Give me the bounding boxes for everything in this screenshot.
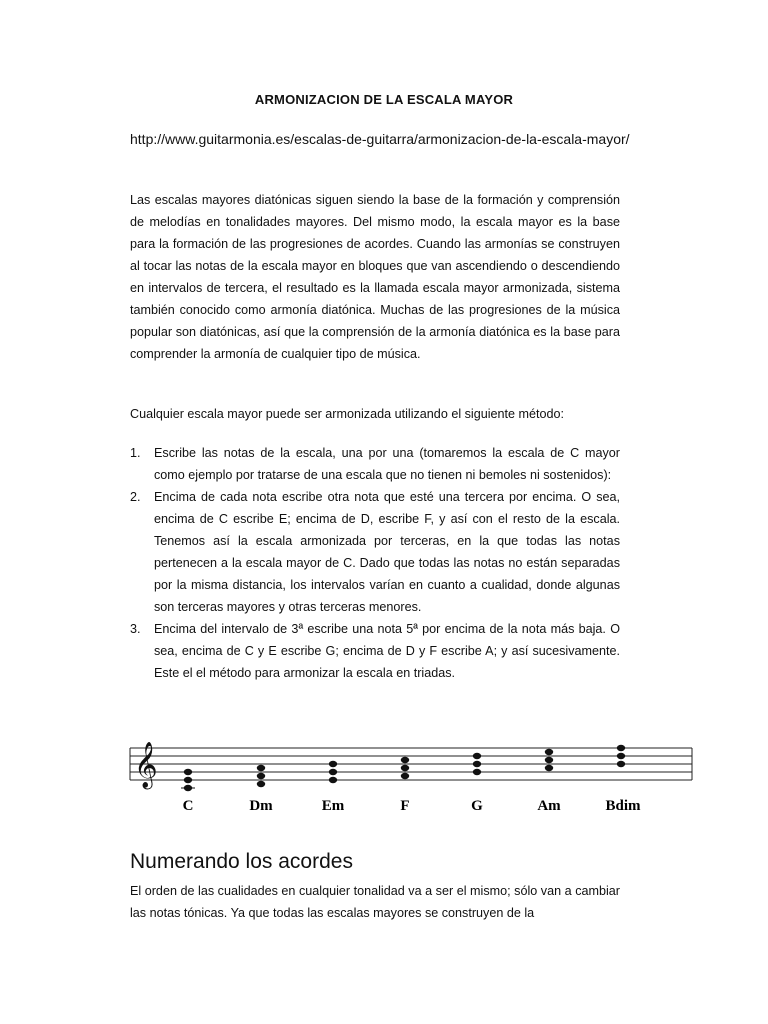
source-url[interactable]: http://www.guitarmonia.es/escalas-de-guitarra/armonizacion-de-la-escala-mayor/ <box>130 131 630 147</box>
section-heading: Numerando los acordes <box>130 850 353 873</box>
step-number: 3. <box>130 622 141 636</box>
treble-clef-icon: 𝄞 <box>134 742 158 788</box>
method-intro: Cualquier escala mayor puede ser armonizada utilizando el siguiente método: <box>130 407 565 421</box>
document-title: ARMONIZACION DE LA ESCALA MAYOR <box>254 92 514 107</box>
step-number: 1. <box>130 446 141 460</box>
step-number: 2. <box>130 490 141 504</box>
list-item <box>130 442 620 486</box>
chord-notes <box>617 745 625 767</box>
chord-notes <box>545 749 553 771</box>
method-steps <box>130 442 620 684</box>
step-text: Encima de cada nota escribe otra nota que esté una tercera por encima. O sea, encima de C escribe E; encima de D, escribe F, y así con el resto de la escala. Tenemos así la escala armonizada por terceras, en la que todas las notas pertenecen a la escala mayor de C. Dado que todas las notas no están separadas por la misma distancia, los intervalos varían en cuanto a cualidad, donde algunas son terceras mayores y otras terceras menores. <box>154 490 620 614</box>
chord-notes <box>329 761 337 783</box>
step-text: Encima del intervalo de 3ª escribe una nota 5ª por encima de la nota más baja. O sea, encima de C y E escribe G; encima de D y F escribe A; y así sucesivamente. Este el el método para armonizar la escala en triadas. <box>154 622 620 680</box>
chord-notes <box>473 753 481 775</box>
chord-label: Bdim <box>605 798 641 814</box>
chord-label: Am <box>537 798 561 814</box>
harmonized-scale-staff <box>128 742 698 822</box>
chord-label: F <box>400 798 410 814</box>
closing-paragraph: El orden de las cualidades en cualquier tonalidad va a ser el mismo; sólo van a cambiar las notas tónicas. Ya que todas las escalas mayores se construyen de la <box>130 884 620 920</box>
list-item <box>130 486 620 618</box>
chord-label: Dm <box>249 798 273 814</box>
chord-notes <box>257 765 265 787</box>
intro-paragraph: Las escalas mayores diatónicas siguen siendo la base de la formación y comprensión de melodías en tonalidades mayores. Del mismo modo, la escala mayor es la base para la formación de las progresiones de acordes. Cuando las armonías se construyen al tocar las notas de la escala mayor en bloques que van ascendiendo o descendiendo en intervalos de tercera, el resultado es la llamada escala mayor armonizada, sistema también conocido como armonía diatónica. Muchas de las progresiones de la música popular son diatónicas, así que la comprensión de la armonía diatónica es la base para comprender la armonía de cualquier tipo de música. <box>130 193 620 361</box>
chord-notes <box>401 757 409 779</box>
chord-label: G <box>471 798 483 814</box>
chord-label: C <box>182 798 194 814</box>
staff-lines <box>130 748 692 780</box>
chord-label: Em <box>321 798 345 814</box>
list-item <box>130 618 620 684</box>
step-text: Escribe las notas de la escala, una por una (tomaremos la escala de C mayor como ejemplo por tratarse de una escala que no tienen ni bemoles ni sostenidos): <box>154 446 620 482</box>
